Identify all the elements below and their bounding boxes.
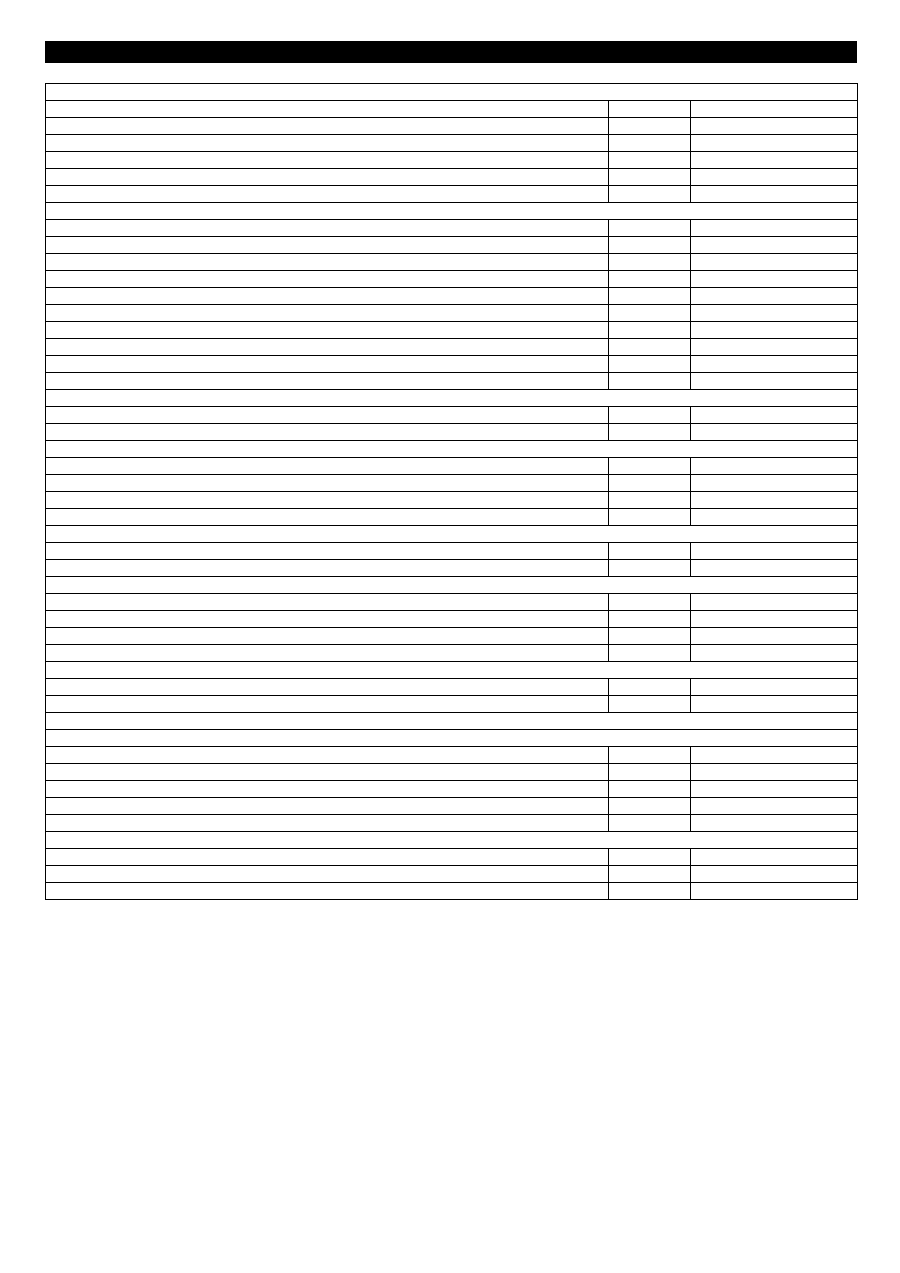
- table-row: [46, 560, 858, 577]
- table-row: [46, 815, 858, 832]
- table-cell-value: [691, 339, 858, 356]
- table-cell-description: [46, 305, 609, 322]
- table-cell-quantity: [609, 373, 691, 390]
- table-cell-value: [691, 781, 858, 798]
- table-cell-quantity: [609, 866, 691, 883]
- table-cell-value: [691, 186, 858, 203]
- specification-table-body: [46, 84, 858, 900]
- table-cell-value: [691, 866, 858, 883]
- table-cell-description: [46, 866, 609, 883]
- table-cell-quantity: [609, 237, 691, 254]
- table-cell-quantity: [609, 883, 691, 900]
- table-row: [46, 492, 858, 509]
- table-cell-description: [46, 186, 609, 203]
- table-cell-value: [691, 322, 858, 339]
- table-cell-description: [46, 407, 609, 424]
- table-cell-description: [46, 883, 609, 900]
- table-section-row: [46, 441, 858, 458]
- table-cell-quantity: [609, 747, 691, 764]
- table-row: [46, 849, 858, 866]
- table-cell-quantity: [609, 118, 691, 135]
- table-cell-description: [46, 560, 609, 577]
- table-cell-value: [691, 747, 858, 764]
- table-row: [46, 747, 858, 764]
- table-cell-value: [691, 679, 858, 696]
- table-row: [46, 407, 858, 424]
- table-cell-value: [691, 271, 858, 288]
- table-cell-quantity: [609, 101, 691, 118]
- table-cell-value: [691, 645, 858, 662]
- table-cell-description: [46, 747, 609, 764]
- table-row: [46, 135, 858, 152]
- table-row: [46, 356, 858, 373]
- table-row: [46, 764, 858, 781]
- table-cell-value: [691, 373, 858, 390]
- document-header-bar: [45, 41, 857, 63]
- table-cell-quantity: [609, 628, 691, 645]
- table-cell-description: [46, 169, 609, 186]
- table-cell-description: [46, 135, 609, 152]
- table-cell-description: [46, 254, 609, 271]
- table-cell-quantity: [609, 322, 691, 339]
- table-row: [46, 458, 858, 475]
- table-row: [46, 679, 858, 696]
- table-cell-value: [691, 288, 858, 305]
- table-cell-quantity: [609, 543, 691, 560]
- table-cell-quantity: [609, 407, 691, 424]
- table-cell-description: [46, 815, 609, 832]
- table-cell-description: [46, 492, 609, 509]
- table-section-row: [46, 577, 858, 594]
- table-section-row: [46, 730, 858, 747]
- table-cell-value: [691, 543, 858, 560]
- table-cell-quantity: [609, 271, 691, 288]
- table-row: [46, 424, 858, 441]
- table-cell-value: [691, 764, 858, 781]
- table-cell-description: [46, 152, 609, 169]
- table-cell-quantity: [609, 424, 691, 441]
- table-row: [46, 322, 858, 339]
- table-cell-quantity: [609, 815, 691, 832]
- table-cell-quantity: [609, 356, 691, 373]
- table-section-label: [46, 526, 858, 543]
- table-cell-value: [691, 611, 858, 628]
- table-cell-value: [691, 849, 858, 866]
- table-cell-value: [691, 475, 858, 492]
- table-cell-value: [691, 220, 858, 237]
- table-cell-value: [691, 509, 858, 526]
- table-section-label: [46, 84, 858, 101]
- table-section-label: [46, 390, 858, 407]
- table-cell-description: [46, 594, 609, 611]
- table-row: [46, 696, 858, 713]
- table-cell-quantity: [609, 186, 691, 203]
- table-row: [46, 271, 858, 288]
- table-cell-value: [691, 135, 858, 152]
- table-row: [46, 152, 858, 169]
- table-cell-value: [691, 458, 858, 475]
- table-row: [46, 594, 858, 611]
- table-cell-quantity: [609, 458, 691, 475]
- table-cell-quantity: [609, 492, 691, 509]
- table-row: [46, 373, 858, 390]
- table-cell-value: [691, 696, 858, 713]
- table-row: [46, 339, 858, 356]
- table-cell-quantity: [609, 849, 691, 866]
- table-section-label: [46, 730, 858, 747]
- table-row: [46, 645, 858, 662]
- table-cell-description: [46, 611, 609, 628]
- table-cell-quantity: [609, 645, 691, 662]
- table-cell-value: [691, 883, 858, 900]
- table-row: [46, 611, 858, 628]
- table-cell-description: [46, 458, 609, 475]
- table-cell-quantity: [609, 798, 691, 815]
- table-cell-quantity: [609, 781, 691, 798]
- table-row: [46, 186, 858, 203]
- table-cell-value: [691, 798, 858, 815]
- table-row: [46, 866, 858, 883]
- table-section-label: [46, 203, 858, 220]
- table-cell-value: [691, 152, 858, 169]
- table-cell-quantity: [609, 696, 691, 713]
- specification-table-wrapper: [45, 83, 857, 900]
- table-row: [46, 169, 858, 186]
- table-cell-description: [46, 322, 609, 339]
- table-row: [46, 781, 858, 798]
- table-section-label: [46, 441, 858, 458]
- table-cell-value: [691, 169, 858, 186]
- table-section-label: [46, 832, 858, 849]
- table-cell-value: [691, 305, 858, 322]
- table-cell-description: [46, 849, 609, 866]
- table-cell-description: [46, 543, 609, 560]
- table-row: [46, 220, 858, 237]
- table-cell-value: [691, 492, 858, 509]
- table-cell-quantity: [609, 152, 691, 169]
- table-cell-value: [691, 594, 858, 611]
- table-section-label: [46, 577, 858, 594]
- table-cell-quantity: [609, 305, 691, 322]
- table-cell-quantity: [609, 475, 691, 492]
- table-row: [46, 305, 858, 322]
- table-cell-description: [46, 118, 609, 135]
- table-cell-value: [691, 118, 858, 135]
- table-cell-quantity: [609, 611, 691, 628]
- table-section-label: [46, 662, 858, 679]
- table-cell-description: [46, 781, 609, 798]
- table-row: [46, 883, 858, 900]
- table-cell-quantity: [609, 509, 691, 526]
- table-cell-description: [46, 509, 609, 526]
- table-cell-value: [691, 560, 858, 577]
- table-section-label: [46, 713, 858, 730]
- table-cell-value: [691, 237, 858, 254]
- table-row: [46, 628, 858, 645]
- table-section-row: [46, 526, 858, 543]
- table-cell-description: [46, 628, 609, 645]
- table-row: [46, 288, 858, 305]
- table-cell-value: [691, 628, 858, 645]
- table-cell-description: [46, 679, 609, 696]
- table-cell-description: [46, 645, 609, 662]
- table-cell-description: [46, 798, 609, 815]
- table-cell-quantity: [609, 560, 691, 577]
- table-section-row: [46, 390, 858, 407]
- table-cell-quantity: [609, 288, 691, 305]
- table-cell-value: [691, 356, 858, 373]
- table-row: [46, 101, 858, 118]
- table-section-row: [46, 84, 858, 101]
- table-row: [46, 509, 858, 526]
- table-cell-value: [691, 424, 858, 441]
- table-section-row: [46, 662, 858, 679]
- table-section-row: [46, 832, 858, 849]
- table-cell-description: [46, 101, 609, 118]
- table-cell-value: [691, 407, 858, 424]
- table-cell-description: [46, 237, 609, 254]
- specification-table: [45, 83, 858, 900]
- table-cell-quantity: [609, 220, 691, 237]
- table-cell-quantity: [609, 339, 691, 356]
- table-section-row: [46, 713, 858, 730]
- table-cell-description: [46, 356, 609, 373]
- table-cell-description: [46, 764, 609, 781]
- table-cell-quantity: [609, 594, 691, 611]
- table-row: [46, 118, 858, 135]
- table-cell-description: [46, 373, 609, 390]
- table-cell-quantity: [609, 135, 691, 152]
- table-cell-quantity: [609, 254, 691, 271]
- table-row: [46, 237, 858, 254]
- table-row: [46, 254, 858, 271]
- table-cell-description: [46, 271, 609, 288]
- table-row: [46, 475, 858, 492]
- table-cell-quantity: [609, 764, 691, 781]
- table-cell-quantity: [609, 679, 691, 696]
- table-cell-description: [46, 339, 609, 356]
- table-row: [46, 798, 858, 815]
- table-cell-value: [691, 254, 858, 271]
- table-cell-description: [46, 424, 609, 441]
- table-cell-description: [46, 288, 609, 305]
- table-cell-description: [46, 475, 609, 492]
- table-cell-description: [46, 696, 609, 713]
- table-cell-value: [691, 101, 858, 118]
- table-cell-description: [46, 220, 609, 237]
- table-row: [46, 543, 858, 560]
- table-cell-value: [691, 815, 858, 832]
- table-cell-quantity: [609, 169, 691, 186]
- table-section-row: [46, 203, 858, 220]
